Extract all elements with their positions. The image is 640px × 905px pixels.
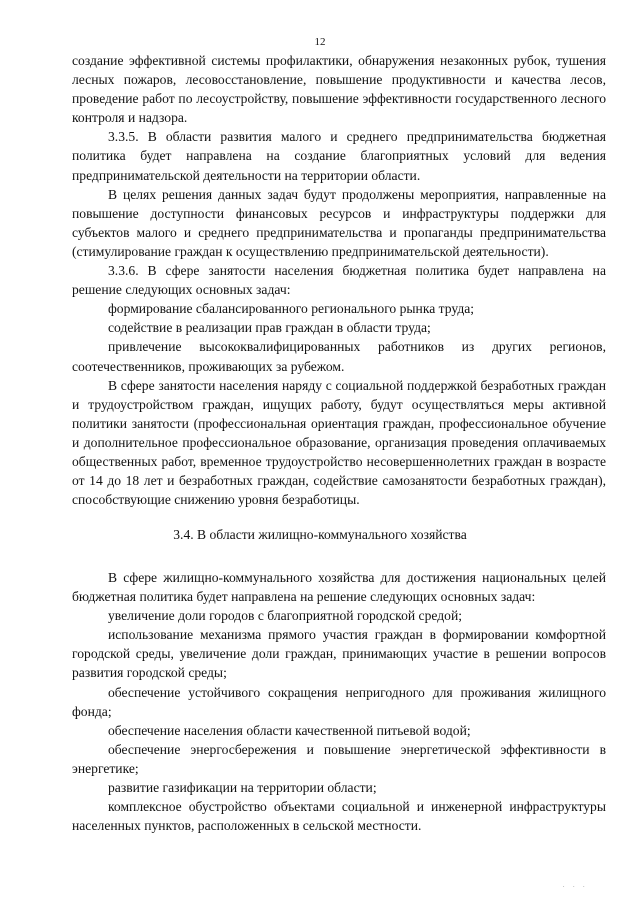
list-item-unfit-housing: обеспечение устойчивого сокращения непригодного для проживания жилищного фонда; xyxy=(72,684,606,719)
paragraph-forestry-continuation: создание эффективной системы профилактики, обнаружения незаконных рубок, тушения лесных пожаров, лесовосстановление, повышение продуктивности и качества лесов, проведение работ по лесоустройству, повышение эффективности государственного лесного контроля и надзора. xyxy=(72,53,606,126)
list-item-rural-infrastructure: комплексное обустройство объектами социальной и инженерной инфраструктуры населенных пунктов, расположенных в сельской местности. xyxy=(72,799,606,834)
paragraph-business-measures: В целях решения данных задач будут продолжены мероприятия, направленные на повышение доступности финансовых ресурсов и инфраструктуры поддержки для субъектов малого и среднего предпринимательства и пропаганды предпринимательства (стимулирование граждан к осуществлению предпринимательской деятельности). xyxy=(72,186,606,259)
paragraph-employment-intro: 3.3.6. В сфере занятости населения бюджетная политика будет направлена на решение следующих основных задач: xyxy=(72,263,606,298)
corner-scan-mark: · · · xyxy=(562,883,588,891)
list-item-labor-market: формирование сбалансированного регионального рынка труда; xyxy=(108,301,475,317)
paragraph-employment-measures: В сфере занятости населения наряду с социальной поддержкой безработных граждан и трудоустройством граждан, ищущих работу, будут осуществляться меры активной политики занятости (профессиональная ориентация граждан, профессиональное обучение и дополнительное профессиональное образование, организация проведения оплачиваемых общественных работ, временное трудоустройство несовершеннолетних граждан в возрасте от 14 до 18 лет и безработных граждан, содействие самозанятости безработных граждан), способствующие снижению уровня безработицы. xyxy=(72,377,606,508)
list-item-energy-efficiency: обеспечение энергосбережения и повышение энергетической эффективности в энергетике; xyxy=(72,741,606,776)
section-2-body xyxy=(72,568,606,835)
list-item-citizen-participation: использование механизма прямого участия граждан в формировании комфортной городской среды, увеличение доли граждан, принимающих участие в решении вопросов развития городской среды; xyxy=(72,627,606,681)
list-item-labor-rights: содействие в реализации прав граждан в области труда; xyxy=(108,320,431,336)
section-1-body xyxy=(72,51,606,509)
list-item-skilled-workers: привлечение высококвалифицированных работников из других регионов, соотечественников, проживающих за рубежом. xyxy=(72,339,606,374)
list-item-gasification: развитие газификации на территории области; xyxy=(108,780,377,796)
paragraph-housing-intro: В сфере жилищно-коммунального хозяйства для достижения национальных целей бюджетная политика будет направлена на решение следующих основных задач: xyxy=(72,570,606,605)
page-number: 12 xyxy=(314,36,326,48)
section-heading-housing: 3.4. В области жилищно-коммунального хозяйства xyxy=(173,527,467,542)
paragraph-small-business: 3.3.5. В области развития малого и среднего предпринимательства бюджетная политика будет направлена на создание благоприятных условий для ведения предпринимательской деятельности на территории области. xyxy=(72,129,606,183)
list-item-urban-environment: увеличение доли городов с благоприятной городской средой; xyxy=(108,608,463,624)
list-item-drinking-water: обеспечение населения области качественной питьевой водой; xyxy=(108,722,471,738)
